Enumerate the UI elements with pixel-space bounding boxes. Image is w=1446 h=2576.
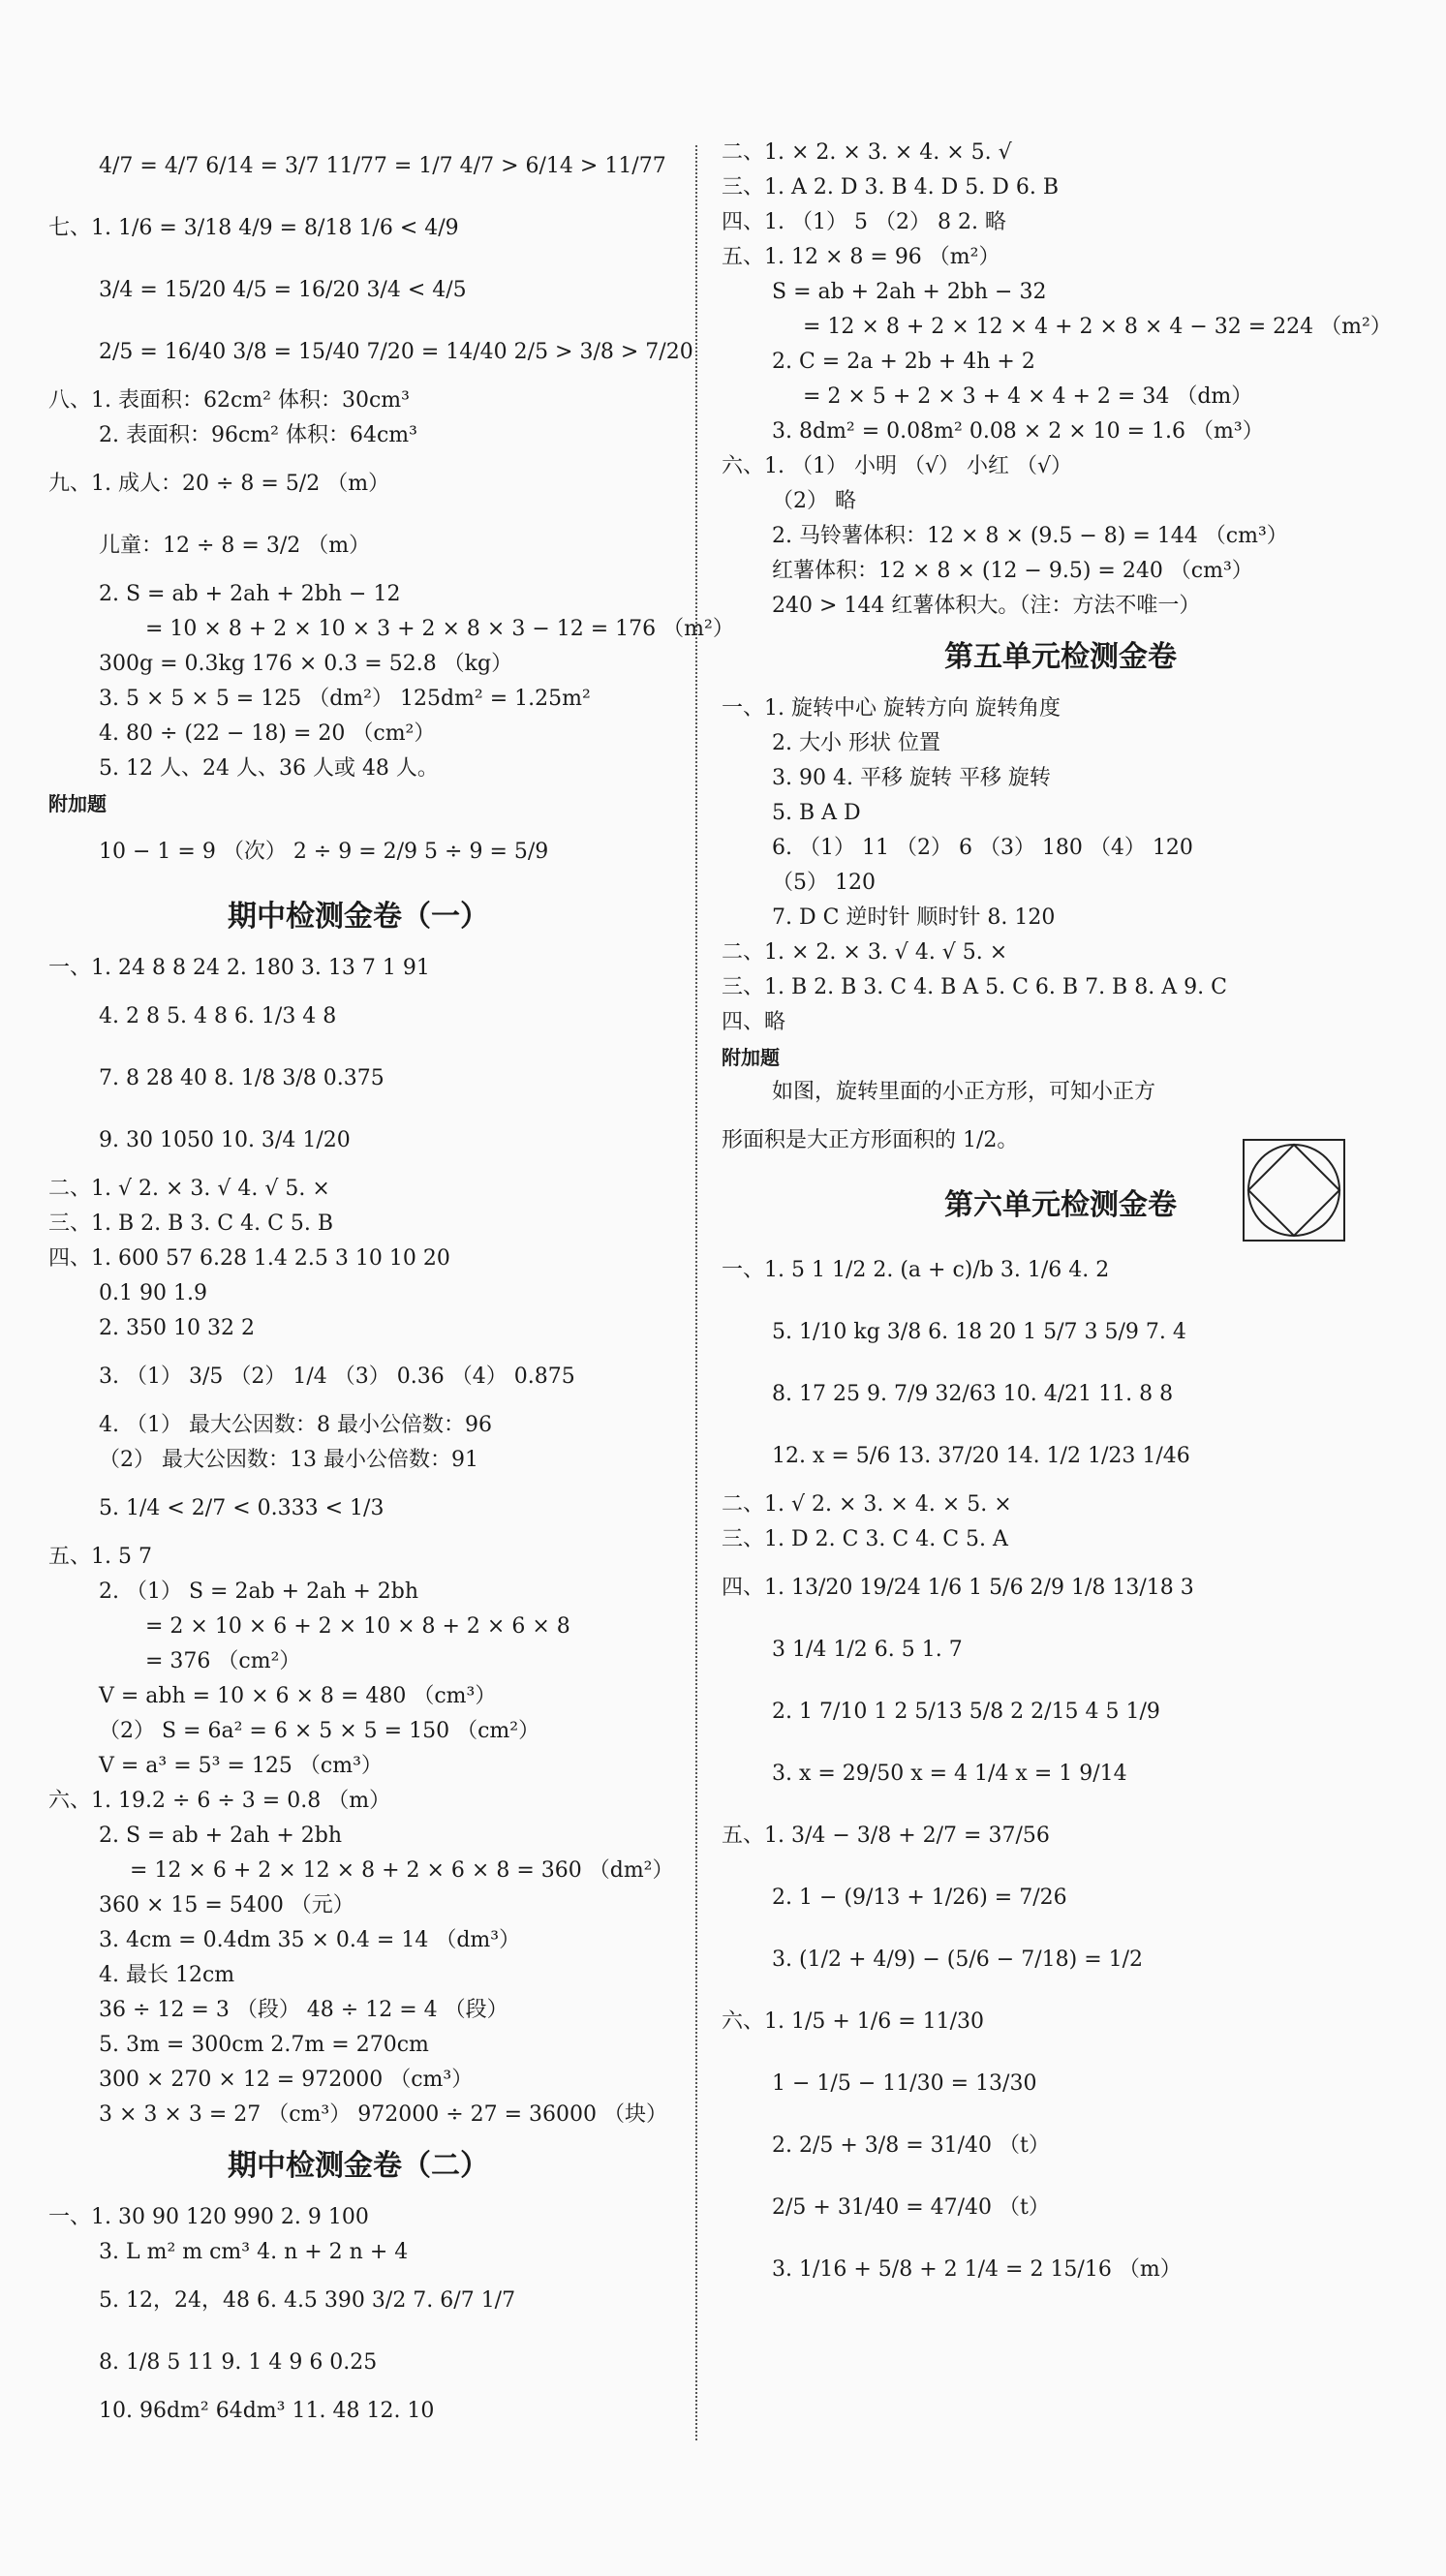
right-line: 第五单元检测金卷 xyxy=(944,640,1177,674)
left-line: 七、1. 1/6 = 3/18 4/9 = 8/18 1/6 < 4/9 xyxy=(48,216,459,240)
left-line: 300 × 270 × 12 = 972000 （cm³） xyxy=(99,2068,474,2092)
left-line: 300g = 0.3kg 176 × 0.3 = 52.8 （kg） xyxy=(99,652,513,676)
left-line: V = a³ = 5³ = 125 （cm³） xyxy=(99,1754,383,1778)
left-line: 五、1. 5 7 xyxy=(48,1545,152,1569)
right-line: 二、1. × 2. × 3. √ 4. √ 5. × xyxy=(722,940,1008,965)
right-line: 如图，旋转里面的小正方形，可知小正方 xyxy=(772,1080,1156,1104)
left-column xyxy=(48,136,734,2429)
left-line: 8. 1/8 5 11 9. 1 4 9 6 0.25 xyxy=(99,2350,378,2375)
left-line: 360 × 15 = 5400 （元） xyxy=(99,1893,354,1917)
right-line: 3. (1/2 + 4/9) − (5/6 − 7/18) = 1/2 xyxy=(772,1947,1144,1972)
left-line: 儿童：12 ÷ 8 = 3/2 （m） xyxy=(99,534,371,558)
right-line: 7. D C 逆时针 顺时针 8. 120 xyxy=(772,905,1056,930)
left-line: 10 − 1 = 9 （次） 2 ÷ 9 = 2/9 5 ÷ 9 = 5/9 xyxy=(99,840,549,864)
right-line: 6. （1） 11 （2） 6 （3） 180 （4） 120 xyxy=(772,836,1193,860)
right-line: （5） 120 xyxy=(772,871,876,895)
left-line: 4. 80 ÷ (22 − 18) = 20 （cm²） xyxy=(99,721,436,746)
right-line: 红薯体积：12 × 8 × (12 − 9.5) = 240 （cm³） xyxy=(772,559,1253,583)
right-line: 12. x = 5/6 13. 37/20 14. 1/2 1/23 1/46 xyxy=(772,1444,1190,1468)
right-line: 三、1. B 2. B 3. C 4. B A 5. C 6. B 7. B 8. A 9. C xyxy=(722,975,1227,999)
right-line: 5. B A D xyxy=(772,801,861,825)
right-line: 3. 90 4. 平移 旋转 平移 旋转 xyxy=(772,766,1051,790)
left-line: 3. 5 × 5 × 5 = 125 （dm²） 125dm² = 1.25m² xyxy=(99,687,591,711)
left-line: 10. 96dm² 64dm³ 11. 48 12. 10 xyxy=(99,2399,435,2423)
left-line: 4. （1） 最大公因数：8 最小公倍数：96 xyxy=(99,1413,492,1437)
right-line: 三、1. A 2. D 3. B 4. D 5. D 6. B xyxy=(722,175,1060,199)
left-line: 7. 8 28 40 8. 1/8 3/8 0.375 xyxy=(99,1066,385,1090)
right-line: 第六单元检测金卷 xyxy=(944,1188,1177,1222)
right-line: 三、1. D 2. C 3. C 4. C 5. A xyxy=(722,1527,1008,1551)
left-line: 2. S = ab + 2ah + 2bh xyxy=(99,1824,343,1848)
left-line: 3/4 = 15/20 4/5 = 16/20 3/4 < 4/5 xyxy=(99,278,467,302)
left-line: 36 ÷ 12 = 3 （段） 48 ÷ 12 = 4 （段） xyxy=(99,1998,508,2022)
right-line: 3. 8dm² = 0.08m² 0.08 × 2 × 10 = 1.6 （m³） xyxy=(772,419,1264,444)
left-line: 2. 表面积：96cm² 体积：64cm³ xyxy=(99,423,417,447)
right-line: 五、1. 3/4 − 3/8 + 2/7 = 37/56 xyxy=(722,1824,1050,1848)
left-line: 期中检测金卷（一） xyxy=(228,900,489,934)
left-line: 2. （1） S = 2ab + 2ah + 2bh xyxy=(99,1579,419,1604)
left-line: 2. 350 10 32 2 xyxy=(99,1316,255,1340)
left-line: V = abh = 10 × 6 × 8 = 480 （cm³） xyxy=(99,1684,497,1708)
left-line: 4. 2 8 5. 4 8 6. 1/3 4 8 xyxy=(99,1004,337,1028)
left-line: 3. L m² m cm³ 4. n + 2 n + 4 xyxy=(99,2240,409,2264)
right-line: 五、1. 12 × 8 = 96 （m²） xyxy=(722,245,1000,269)
left-line: 附加题 xyxy=(48,792,107,815)
right-line: 5. 1/10 kg 3/8 6. 18 20 1 5/7 3 5/9 7. 4 xyxy=(772,1320,1186,1344)
right-line: 六、1. 1/5 + 1/6 = 11/30 xyxy=(722,2009,985,2034)
right-line: 二、1. × 2. × 3. × 4. × 5. √ xyxy=(722,140,1012,165)
right-line: 3. x = 29/50 x = 4 1/4 x = 1 9/14 xyxy=(772,1762,1127,1786)
right-line: = 12 × 8 + 2 × 12 × 4 + 2 × 8 × 4 − 32 = 224 （m²） xyxy=(803,315,1392,339)
right-line: 1 − 1/5 − 11/30 = 13/30 xyxy=(772,2071,1037,2096)
right-line: 2/5 + 31/40 = 47/40 （t） xyxy=(772,2195,1050,2220)
right-line: 2. 马铃薯体积：12 × 8 × (9.5 − 8) = 144 （cm³） xyxy=(772,524,1288,548)
left-line: 一、1. 24 8 8 24 2. 180 3. 13 7 1 91 xyxy=(48,956,430,980)
right-line: 2. 2/5 + 3/8 = 31/40 （t） xyxy=(772,2133,1050,2158)
right-line: = 2 × 5 + 2 × 3 + 4 × 4 + 2 = 34 （dm） xyxy=(803,384,1253,409)
left-line: 3. 4cm = 0.4dm 35 × 0.4 = 14 （dm³） xyxy=(99,1928,521,1952)
left-line: 二、1. √ 2. × 3. √ 4. √ 5. × xyxy=(48,1177,330,1201)
right-line: 二、1. √ 2. × 3. × 4. × 5. × xyxy=(722,1492,1012,1517)
column-divider xyxy=(695,145,697,2440)
right-line: 四、1. 13/20 19/24 1/6 1 5/6 2/9 1/8 13/18 3 xyxy=(722,1576,1194,1600)
left-line: 3. （1） 3/5 （2） 1/4 （3） 0.36 （4） 0.875 xyxy=(99,1365,575,1389)
left-line: 5. 1/4 < 2/7 < 0.333 < 1/3 xyxy=(99,1496,385,1520)
left-line: 2. S = ab + 2ah + 2bh − 12 xyxy=(99,582,401,606)
left-line: 5. 12，24，48 6. 4.5 390 3/2 7. 6/7 1/7 xyxy=(99,2288,516,2313)
left-line: = 12 × 6 + 2 × 12 × 8 + 2 × 6 × 8 = 360 （dm²） xyxy=(130,1858,674,1883)
left-line: 八、1. 表面积：62cm² 体积：30cm³ xyxy=(48,388,410,413)
left-line: 四、1. 600 57 6.28 1.4 2.5 3 10 10 20 xyxy=(48,1246,450,1271)
left-line: = 376 （cm²） xyxy=(145,1649,301,1673)
rotated-square-figure xyxy=(1242,1138,1346,1242)
left-line: = 10 × 8 + 2 × 10 × 3 + 2 × 8 × 3 − 12 = 176 （m²） xyxy=(145,617,734,641)
right-line: 一、1. 旋转中心 旋转方向 旋转角度 xyxy=(722,696,1061,721)
right-line: 2. C = 2a + 2b + 4h + 2 xyxy=(772,350,1035,374)
left-line: 0.1 90 1.9 xyxy=(99,1281,207,1305)
left-line: （2） 最大公因数：13 最小公倍数：91 xyxy=(99,1448,478,1472)
left-line: = 2 × 10 × 6 + 2 × 10 × 8 + 2 × 6 × 8 xyxy=(145,1614,570,1639)
left-line: 4/7 = 4/7 6/14 = 3/7 11/77 = 1/7 4/7 > 6/14 > 11/77 xyxy=(99,154,666,178)
left-line: 六、1. 19.2 ÷ 6 ÷ 3 = 0.8 （m） xyxy=(48,1789,391,1813)
right-line: 2. 1 7/10 1 2 5/13 5/8 2 2/15 4 5 1/9 xyxy=(772,1700,1160,1724)
right-line: 四、1. （1） 5 （2） 8 2. 略 xyxy=(722,210,1006,234)
left-line: 5. 12 人、24 人、36 人或 48 人。 xyxy=(99,756,439,781)
left-line: 九、1. 成人：20 ÷ 8 = 5/2 （m） xyxy=(48,472,390,496)
left-line: 5. 3m = 300cm 2.7m = 270cm xyxy=(99,2033,429,2057)
left-line: 4. 最长 12cm xyxy=(99,1963,235,1987)
right-line: 8. 17 25 9. 7/9 32/63 10. 4/21 11. 8 8 xyxy=(772,1382,1174,1406)
left-line: 期中检测金卷（二） xyxy=(228,2149,489,2183)
right-line: 2. 大小 形状 位置 xyxy=(772,731,940,755)
right-line: 六、1. （1） 小明 （√） 小红 （√） xyxy=(722,454,1072,478)
right-line: 2. 1 − (9/13 + 1/26) = 7/26 xyxy=(772,1886,1067,1910)
right-line: 一、1. 5 1 1/2 2. (a + c)/b 3. 1/6 4. 2 xyxy=(722,1258,1110,1282)
right-line: 四、略 xyxy=(722,1010,786,1034)
right-line: （2） 略 xyxy=(772,489,856,513)
right-line: S = ab + 2ah + 2bh − 32 xyxy=(772,280,1047,304)
right-line: 3 1/4 1/2 6. 5 1. 7 xyxy=(772,1638,963,1662)
right-line: 形面积是大正方形面积的 1/2。 xyxy=(722,1128,1019,1152)
right-line: 附加题 xyxy=(722,1046,780,1069)
left-line: 3 × 3 × 3 = 27 （cm³） 972000 ÷ 27 = 36000 （块） xyxy=(99,2102,668,2127)
left-line: 一、1. 30 90 120 990 2. 9 100 xyxy=(48,2205,369,2229)
left-line: 9. 30 1050 10. 3/4 1/20 xyxy=(99,1128,351,1152)
left-line: 2/5 = 16/40 3/8 = 15/40 7/20 = 14/40 2/5 > 3/8 > 7/20 xyxy=(99,340,693,364)
right-line: 240 > 144 红薯体积大。（注：方法不唯一） xyxy=(772,594,1201,618)
right-line: 3. 1/16 + 5/8 + 2 1/4 = 2 15/16 （m） xyxy=(772,2257,1182,2282)
left-line: （2） S = 6a² = 6 × 5 × 5 = 150 （cm²） xyxy=(99,1719,540,1743)
left-line: 三、1. B 2. B 3. C 4. C 5. B xyxy=(48,1211,334,1236)
